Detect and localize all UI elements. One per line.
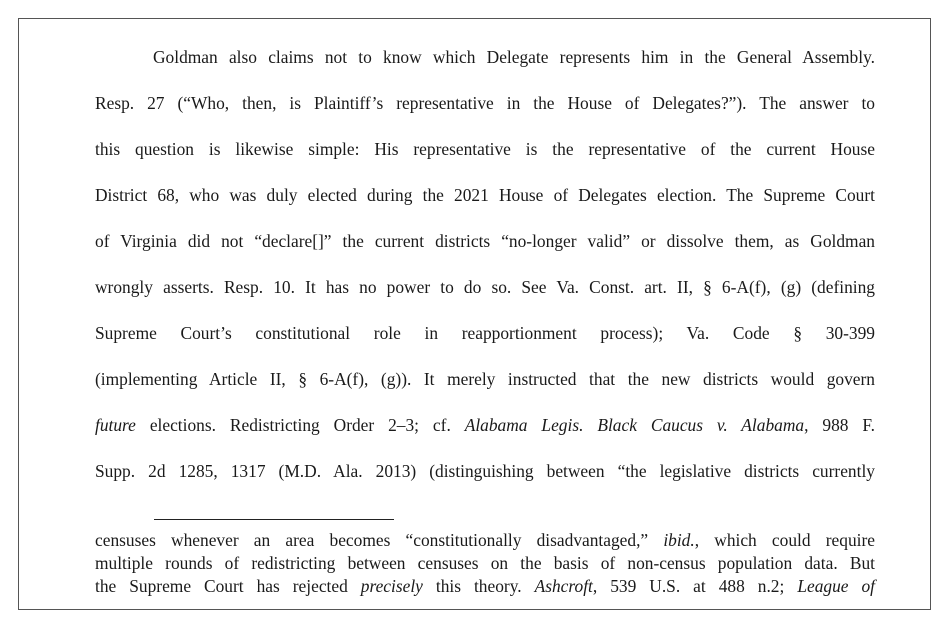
text-run: Supp. 2d 1285, 1317 (M.D. Ala. 2013) (distinguishing between “the legislative districts currently xyxy=(95,461,875,481)
italic-text: League of xyxy=(797,576,876,596)
text-run: , 539 U.S. at 488 n.2; xyxy=(592,576,798,596)
text-run: this theory. xyxy=(422,576,535,596)
body-line xyxy=(95,80,875,126)
body-line xyxy=(95,310,875,356)
text-run: , which could require xyxy=(694,530,875,550)
italic-text: Alabama Legis. Black Caucus v. Alabama xyxy=(464,415,805,435)
footnote-line xyxy=(95,552,875,575)
text-run: elections. Redistricting Order 2–3; cf. xyxy=(135,415,465,435)
text-run: Goldman also claims not to know which Delegate represents him in the General Assembly. xyxy=(153,47,875,67)
footnote-separator xyxy=(154,519,394,520)
italic-text: future xyxy=(95,415,136,435)
italic-text: precisely xyxy=(360,576,423,596)
text-run: of Virginia did not “declare[]” the current districts “no-longer valid” or dissolve them, as Goldman xyxy=(95,231,875,251)
footnote-line xyxy=(95,529,875,552)
body-line xyxy=(95,218,875,264)
body-line xyxy=(95,356,875,402)
footnote-line xyxy=(95,575,875,598)
italic-text: ibid. xyxy=(663,530,695,550)
text-run: Resp. 27 (“Who, then, is Plaintiff’s representative in the House of Delegates?”). The answer to xyxy=(95,93,875,113)
text-run: District 68, who was duly elected during the 2021 House of Delegates election. The Supreme Court xyxy=(95,185,875,205)
body-line xyxy=(95,448,875,494)
document-page xyxy=(18,18,931,610)
main-paragraph xyxy=(95,34,875,494)
text-run: Supreme Court’s constitutional role in reapportionment process); Va. Code § 30-399 xyxy=(95,323,875,343)
italic-text: Ashcroft xyxy=(534,576,593,596)
body-line xyxy=(95,34,875,80)
body-line xyxy=(95,172,875,218)
text-run: , 988 F. xyxy=(804,415,875,435)
body-line xyxy=(95,264,875,310)
footnote-text xyxy=(95,529,875,598)
text-run: censuses whenever an area becomes “constitutionally disadvantaged,” xyxy=(95,530,664,550)
text-run: wrongly asserts. Resp. 10. It has no power to do so. See Va. Const. art. II, § 6-A(f), (g) (defining xyxy=(95,277,875,297)
text-run: the Supreme Court has rejected xyxy=(95,576,361,596)
body-line xyxy=(95,126,875,172)
text-run: multiple rounds of redistricting between censuses on the basis of non-census population data. But xyxy=(95,553,875,573)
text-run: this question is likewise simple: His representative is the representative of the current House xyxy=(95,139,875,159)
text-run: (implementing Article II, § 6-A(f), (g)). It merely instructed that the new districts would govern xyxy=(95,369,875,389)
body-line xyxy=(95,402,875,448)
